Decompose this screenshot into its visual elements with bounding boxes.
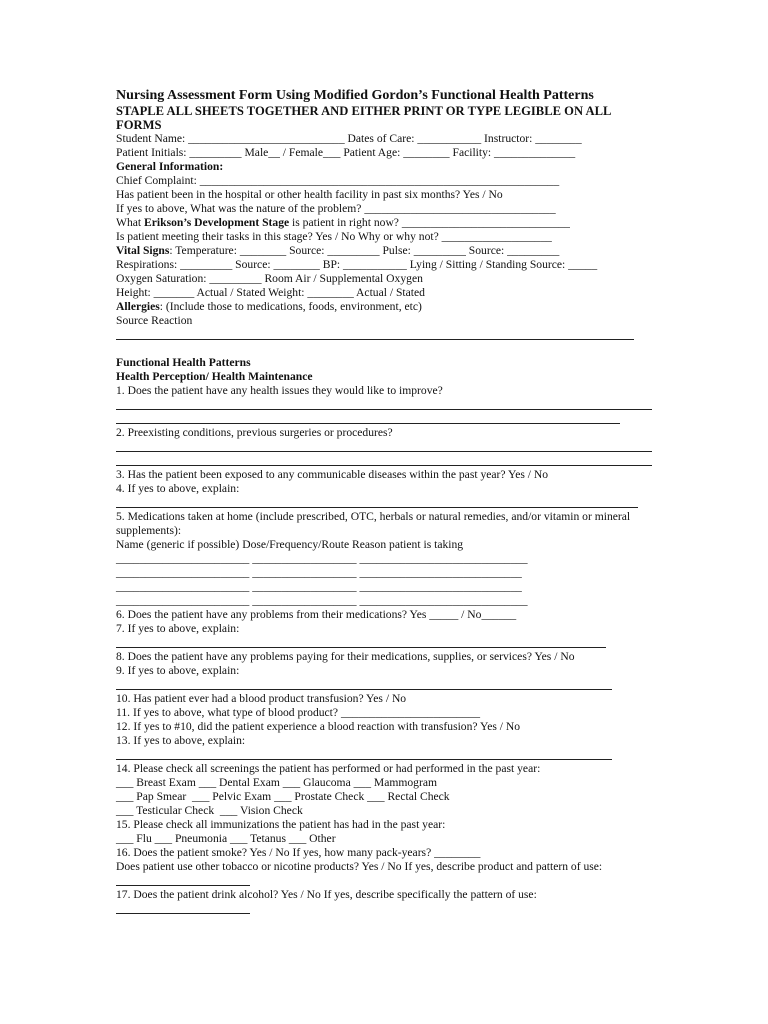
question-1: 1. Does the patient have any health issues they would like to improve? — [116, 384, 443, 397]
answer-rule — [116, 748, 656, 762]
health-perception-heading: Health Perception/ Health Maintenance — [116, 370, 313, 383]
answer-rule — [116, 398, 656, 412]
answer-rule — [116, 496, 656, 510]
tobacco-question: Does patient use other tobacco or nicotine products? Yes / No If yes, describe product and pattern of use: — [116, 860, 603, 873]
form-subtitle: STAPLE ALL SHEETS TOGETHER AND EITHER PRINT OR TYPE LEGIBLE ON ALL FORMS — [116, 104, 611, 132]
answer-rule — [116, 874, 656, 888]
answer-rule — [116, 902, 656, 916]
screening-row: ___ Breast Exam ___ Dental Exam ___ Glaucoma ___ Mammogram — [116, 776, 438, 789]
vital-signs-line: Vital Signs: Temperature: ________ Source: _________ Pulse: _________ Source: _________ — [116, 244, 560, 257]
form-title: Nursing Assessment Form Using Modified Gordon’s Functional Health Patterns — [116, 88, 594, 103]
oxygen-line: Oxygen Saturation: _________ Room Air / Supplemental Oxygen — [116, 272, 423, 285]
screening-row: ___ Testicular Check ___ Vision Check — [116, 804, 303, 817]
general-info-heading: General Information: — [116, 160, 224, 173]
medication-header: Name (generic if possible) Dose/Frequency/Route Reason patient is taking — [116, 538, 464, 551]
question-9: 9. If yes to above, explain: — [116, 664, 240, 677]
question-4: 4. If yes to above, explain: — [116, 482, 240, 495]
height-weight-line: Height: _______ Actual / Stated Weight: ________ Actual / Stated — [116, 286, 425, 299]
question-12: 12. If yes to #10, did the patient experience a blood reaction with transfusion? Yes / No — [116, 720, 521, 733]
question-14: 14. Please check all screenings the patient has performed or had performed in the past year: — [116, 762, 541, 775]
hospital-line: Has patient been in the hospital or other health facility in past six months? Yes / No — [116, 188, 503, 201]
answer-rule — [116, 454, 656, 468]
medication-row: _______________________ __________________ _____________________________ — [116, 552, 528, 565]
screening-row: ___ Pap Smear ___ Pelvic Exam ___ Prostate Check ___ Rectal Check — [116, 790, 450, 803]
medication-row: _______________________ __________________ _____________________________ — [116, 594, 528, 607]
source-reaction-line: Source Reaction — [116, 314, 193, 327]
question-3: 3. Has the patient been exposed to any communicable diseases within the past year? Yes / No — [116, 468, 549, 481]
nature-line: If yes to above, What was the nature of the problem? _________________________________ — [116, 202, 556, 215]
patient-line: Patient Initials: _________ Male__ / Female___ Patient Age: ________ Facility: ______________ — [116, 146, 576, 159]
answer-rule — [116, 636, 656, 650]
question-13: 13. If yes to above, explain: — [116, 734, 246, 747]
chief-complaint-line: Chief Complaint: ______________________________________________________________ — [116, 174, 560, 187]
medication-row: _______________________ __________________ ____________________________ — [116, 566, 522, 579]
answer-rule — [116, 678, 656, 692]
answer-rule — [116, 328, 656, 342]
student-line: Student Name: ___________________________ Dates of Care: ___________ Instructor: ________ — [116, 132, 582, 145]
answer-rule — [116, 412, 656, 426]
immunization-row: ___ Flu ___ Pneumonia ___ Tetanus ___ Other — [116, 832, 336, 845]
assessment-form — [116, 88, 656, 916]
question-5: 5. Medications taken at home (include prescribed, OTC, herbals or natural remedies, and/or vitamin or mineral supplements): — [116, 510, 631, 537]
erikson-line: What Erikson’s Development Stage is patient in right now? _____________________________ — [116, 216, 570, 229]
question-16: 16. Does the patient smoke? Yes / No If yes, how many pack-years? ________ — [116, 846, 481, 859]
respirations-line: Respirations: _________ Source: ________ BP: ___________ Lying / Sitting / Standing Source: _____ — [116, 258, 598, 271]
question-10: 10. Has patient ever had a blood product transfusion? Yes / No — [116, 692, 407, 705]
question-2: 2. Preexisting conditions, previous surgeries or procedures? — [116, 426, 393, 439]
question-6: 6. Does the patient have any problems from their medications? Yes _____ / No______ — [116, 608, 517, 621]
allergies-line: Allergies: (Include those to medications, foods, environment, etc) — [116, 300, 422, 313]
tasks-line: Is patient meeting their tasks in this stage? Yes / No Why or why not? ___________________ — [116, 230, 552, 243]
question-7: 7. If yes to above, explain: — [116, 622, 240, 635]
medication-row: _______________________ __________________ ____________________________ — [116, 580, 522, 593]
answer-rule — [116, 440, 656, 454]
question-17: 17. Does the patient drink alcohol? Yes / No If yes, describe specifically the pattern of use: — [116, 888, 537, 901]
functional-patterns-heading: Functional Health Patterns — [116, 356, 251, 369]
spacer — [116, 342, 656, 356]
question-8: 8. Does the patient have any problems paying for their medications, supplies, or services? Yes / No — [116, 650, 575, 663]
question-11: 11. If yes to above, what type of blood product? ________________________ — [116, 706, 481, 719]
question-15: 15. Please check all immunizations the patient has had in the past year: — [116, 818, 446, 831]
